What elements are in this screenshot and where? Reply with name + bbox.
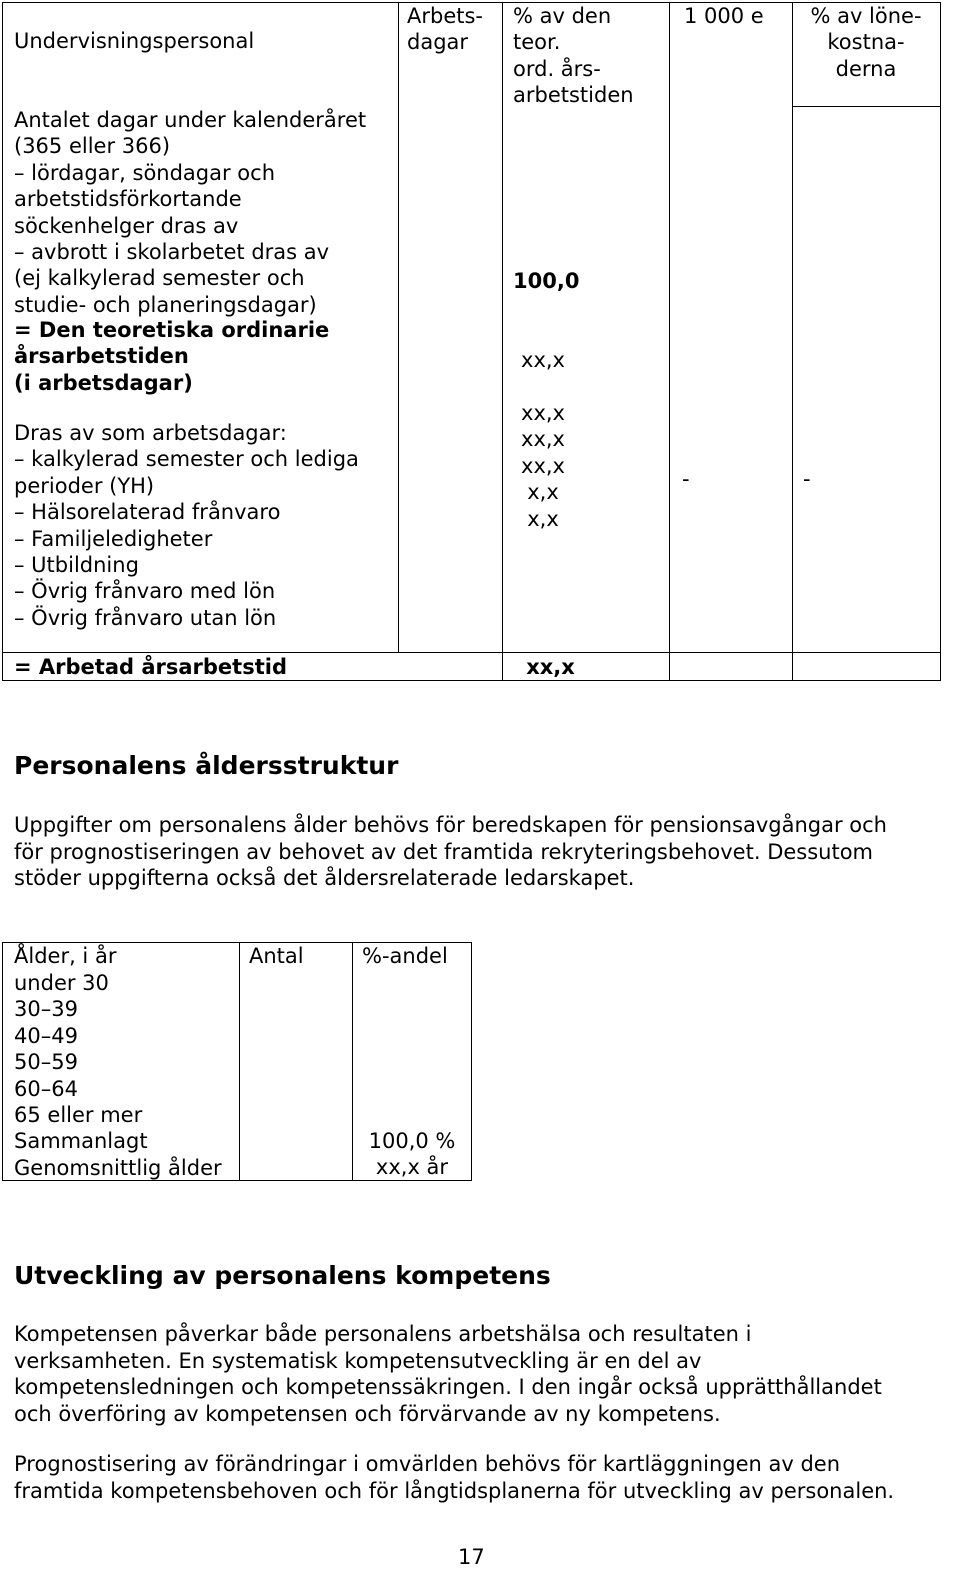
competence-heading: Utveckling av personalens kompetens — [14, 1261, 551, 1290]
page-number: 17 — [458, 1545, 485, 1569]
table-row: under 30 — [14, 971, 109, 995]
deduction-percent-values: xx,x xx,x xx,x x,x x,x — [521, 401, 565, 531]
competence-paragraph-1: Kompetensen påverkar både personalens arbetshälsa och resultaten i verksamheten. En systematisk kompetensutveckling är en del av kompetensledningen och kompetenssäkringen. I den ingår också upprätthållandet och överföring av kompetensen och förvärvande av ny kompetens. — [14, 1322, 882, 1426]
thousand-euro-header: 1 000 e — [684, 4, 764, 28]
teaching-staff-header: Undervisningspersonal — [14, 29, 255, 53]
average-age-value: xx,x år — [375, 1155, 449, 1179]
workdays-header: Arbets- dagar — [407, 4, 484, 55]
table-row: 50–59 — [14, 1050, 78, 1075]
table-row: 40–49 — [14, 1023, 78, 1048]
percent-theoretical-header: % av den teor. ord. års- arbetstiden — [513, 4, 634, 108]
theoretical-percent-value: xx,x — [521, 348, 565, 372]
age-structure-paragraph: Uppgifter om personalens ålder behövs för beredskapen för pensionsavgångar och för prognostiseringen av behovet av det framtida rekryteringsbehovet. Dessutom stöder uppgifterna också det åldersrelaterade ledarskapet. — [14, 813, 887, 890]
age-group-list — [14, 970, 222, 1181]
thousand-euro-dash: - — [682, 467, 690, 491]
total-share-value: 100,0 % — [368, 1129, 456, 1153]
table-row: 30–39 — [14, 997, 78, 1022]
table-row: 60–64 — [14, 1076, 78, 1101]
table-row: 65 eller mer — [14, 1103, 143, 1128]
theoretical-annual-worktime-block: = Den teoretiska ordinarie årsarbetstiden (i arbetsdagar) — [14, 318, 330, 395]
age-column-header: Ålder, i år — [14, 944, 117, 968]
calendar-days-block: Antalet dagar under kalenderåret (365 eller 366) – lördagar, söndagar och arbetstidsförkortande söckenhelger dras av – avbrott i skolarbetet dras av (ej kalkylerad semester och studie- och planeringsdagar) — [14, 108, 367, 317]
count-column-header: Antal — [249, 944, 304, 968]
percent-salary-costs-header: % av löne- kostna- derna — [810, 4, 922, 81]
worked-annual-time-label: = Arbetad årsarbetstid — [14, 655, 287, 679]
deductions-block: Dras av som arbetsdagar: – kalkylerad semester och lediga perioder (YH) – Hälsorelaterad frånvaro – Familjeledigheter – Utbildning – Övrig frånvaro med lön – Övrig frånvaro utan lön — [14, 421, 359, 630]
table-row: Genomsnittlig ålder — [14, 1155, 222, 1180]
percent-salary-dash: - — [803, 467, 811, 491]
age-structure-heading: Personalens åldersstruktur — [14, 751, 399, 780]
competence-paragraph-2: Prognostisering av förändringar i omvärlden behövs för kartläggningen av den framtida kompetensbehoven och för långtidsplanerna för utveckling av personalen. — [14, 1452, 895, 1503]
share-column-header: %-andel — [362, 944, 448, 968]
worked-annual-time-value: xx,x — [526, 655, 575, 679]
table-row: Sammanlagt — [14, 1129, 148, 1154]
total-percent-value: 100,0 — [513, 269, 580, 293]
